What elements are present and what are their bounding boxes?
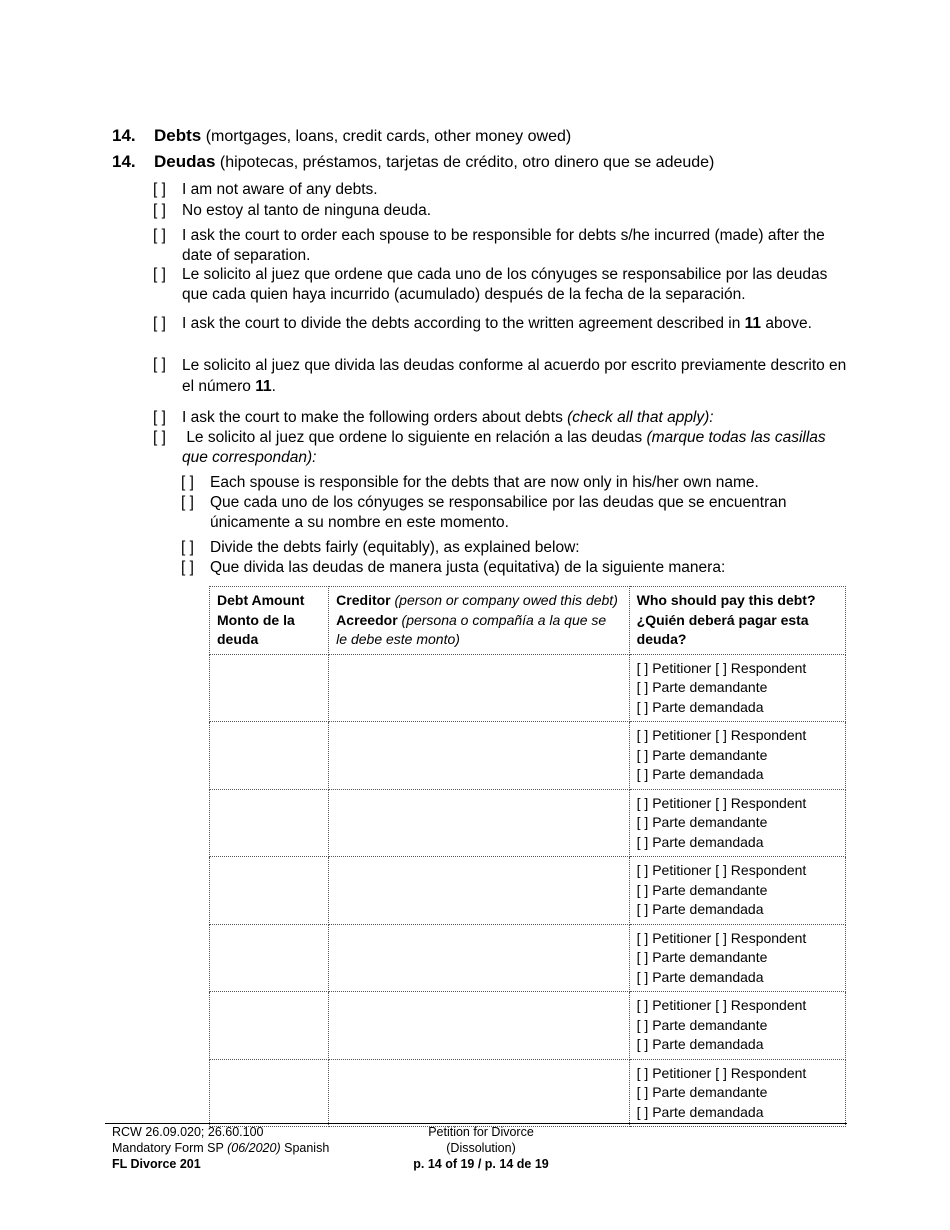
payer-option[interactable]: [ ] Petitioner [ ] Respondent [636,659,807,676]
who-pays-cell[interactable] [629,722,845,790]
who-pays-cell[interactable] [629,924,845,992]
payer-option[interactable]: [ ] Parte demandante [636,881,768,898]
option-text-part: Le solicito al juez que divida las deudas conforme al acuerdo por escrito previamente descrito en el número [182,357,847,395]
checkbox[interactable]: [ ] [153,409,166,426]
option-text: Le solicito al juez que ordene que cada uno de los cónyuges se responsabilice por las deudas que cada quien haya incurrido (acumulado) después de la fecha de la separación. [182,266,828,303]
option-text: Each spouse is responsible for the debts that are now only in his/her own name. [210,474,759,491]
creditor-cell[interactable] [329,789,629,857]
footer-mandatory-date: (06/2020) [227,1141,281,1155]
section-heading-en: Debts [154,126,202,145]
debts-table [209,586,846,1127]
option-text-part: . [271,378,276,395]
section-number: 14. [112,126,136,145]
payer-option[interactable]: [ ] Parte demandada [636,698,764,715]
option-text [182,428,853,467]
payer-option[interactable]: [ ] Parte demandante [636,1084,768,1100]
option-note: (marque todas las casillas que correspondan): [182,429,826,466]
header-line [336,591,621,611]
option-own-name-en [181,473,851,493]
header-debt-amount [210,587,329,655]
option-agreement-es [153,355,853,397]
creditor-cell[interactable] [329,857,629,925]
option-note: (check all that apply): [567,409,714,426]
option-divide-fair-es [181,558,851,578]
option-text [182,314,853,334]
header-note: le debe este monto) [336,631,460,647]
who-pays-cell[interactable] [629,654,845,722]
table-row [210,722,846,790]
header-line: deuda? [636,631,687,647]
debt-amount-cell[interactable] [210,1059,329,1127]
section-number-es: 14. [112,152,136,171]
header-line: ¿Quién deberá pagar esta [636,611,809,628]
footer-mandatory [112,1140,329,1156]
who-pays-cell[interactable] [629,1059,845,1127]
option-text: I ask the court to order each spouse to be responsible for debts s/he incurred (made) after the date of separation. [182,227,825,264]
payer-option[interactable]: [ ] Parte demandante [636,814,768,830]
option-agreement-en [153,314,853,334]
option-not-aware-en [153,180,853,200]
payer-option[interactable]: [ ] Petitioner [ ] Respondent [636,929,807,946]
debt-amount-cell[interactable] [210,789,329,857]
checkbox[interactable]: [ ] [181,539,194,556]
option-text: Que cada uno de los cónyuges se responsabilice por las deudas que se encuentran únicamente a su nombre en este momento. [210,494,787,531]
section-reference: 11 [255,378,272,395]
payer-option[interactable]: [ ] Parte demandada [636,766,764,782]
payer-option[interactable]: [ ] Petitioner [ ] Respondent [636,997,807,1013]
footer-form-id: FL Divorce 201 [112,1157,201,1171]
option-text-part: I ask the court to make the following orders about debts [182,409,563,426]
footer-mandatory-text: Mandatory Form SP [112,1141,224,1155]
debt-amount-cell[interactable] [210,924,329,992]
checkbox[interactable]: [ ] [181,474,194,491]
option-text: Que divida las deudas de manera justa (equitativa) de la siguiente manera: [210,559,726,576]
option-orders-es [153,428,853,467]
payer-option[interactable]: [ ] Parte demandante [636,746,768,763]
payer-option[interactable]: [ ] Petitioner [ ] Respondent [636,862,807,878]
table-row [210,992,846,1060]
option-own-name-es [181,493,851,532]
payer-option[interactable]: [ ] Petitioner [ ] Respondent [636,1064,807,1081]
debt-amount-cell[interactable] [210,992,329,1060]
table-row [210,1059,846,1127]
footer-rcw: RCW 26.09.020; 26.60.100 [112,1125,264,1139]
footer-page-number: p. 14 of 19 / p. 14 de 19 [413,1157,549,1171]
header-line: deuda [217,631,259,647]
checkbox[interactable]: [ ] [153,429,166,446]
header-line: Who should pay this debt? [636,592,816,608]
debt-amount-cell[interactable] [210,722,329,790]
section-subheading-en: (mortgages, loans, credit cards, other money owed) [205,128,572,145]
creditor-cell[interactable] [329,992,629,1060]
section-heading-es: Deudas [154,152,216,171]
creditor-cell[interactable] [329,722,629,790]
option-not-aware-es [153,201,853,221]
option-each-spouse-es [153,265,853,304]
payer-option[interactable]: [ ] Parte demandada [636,1103,764,1120]
header-who-pays [629,587,845,655]
footer-mandatory-lang: Spanish [284,1141,330,1155]
section-title-es [112,152,714,173]
option-text: I am not aware of any debts. [182,181,378,198]
checkbox[interactable]: [ ] [181,494,194,511]
payer-option[interactable]: [ ] Parte demandada [636,901,764,917]
header-label: Acreedor [336,611,398,628]
payer-option[interactable]: [ ] Parte demandada [636,833,764,850]
payer-option[interactable]: [ ] Parte demandada [636,968,764,985]
option-text: No estoy al tanto de ninguna deuda. [182,202,432,219]
payer-option[interactable]: [ ] Petitioner [ ] Respondent [636,794,807,811]
payer-option[interactable]: [ ] Parte demandante [636,949,768,965]
option-text: Divide the debts fairly (equitably), as explained below: [210,539,580,556]
checkbox[interactable]: [ ] [153,356,166,373]
table-row [210,857,846,925]
header-note: (persona o compañía a la que se [401,611,607,628]
header-label: Creditor [336,592,391,608]
header-line: Monto de la [217,611,295,628]
who-pays-cell[interactable] [629,789,845,857]
option-orders-en [153,408,853,428]
option-each-spouse-en [153,226,853,265]
section-title-en [112,126,571,147]
header-creditor [329,587,629,655]
who-pays-cell[interactable] [629,992,845,1060]
payer-option[interactable]: [ ] Parte demandada [636,1036,764,1052]
table-row [210,924,846,992]
payer-option[interactable]: [ ] Parte demandante [636,679,768,695]
debt-amount-cell[interactable] [210,857,329,925]
creditor-cell[interactable] [329,654,629,722]
option-text-part: I ask the court to divide the debts according to the written agreement described in [182,315,741,332]
checkbox[interactable]: [ ] [153,266,166,283]
header-line [336,611,621,631]
option-text [182,355,853,397]
section-reference: 11 [744,315,762,332]
table-header-row [210,587,846,655]
header-note: (person or company owed this debt) [394,592,618,608]
payer-option[interactable]: [ ] Parte demandante [636,1016,768,1033]
option-text [182,408,853,428]
creditor-cell[interactable] [329,924,629,992]
creditor-cell[interactable] [329,1059,629,1127]
footer-title-sub: (Dissolution) [446,1141,516,1155]
who-pays-cell[interactable] [629,857,845,925]
footer-center [381,1124,581,1172]
option-divide-fair-en [181,538,851,558]
table-row [210,789,846,857]
payer-option[interactable]: [ ] Petitioner [ ] Respondent [636,727,807,743]
debt-amount-cell[interactable] [210,654,329,722]
footer-title: Petition for Divorce [428,1125,534,1139]
option-text-part: above. [765,315,812,332]
checkbox[interactable]: [ ] [153,315,166,332]
checkbox[interactable]: [ ] [181,559,194,576]
footer-left [112,1124,329,1172]
header-line: Debt Amount [217,592,305,608]
table-row [210,654,846,722]
checkbox[interactable]: [ ] [153,227,166,244]
checkbox[interactable]: [ ] [153,181,166,198]
option-text-part: Le solicito al juez que ordene lo siguiente en relación a las deudas [186,429,643,446]
checkbox[interactable]: [ ] [153,202,166,219]
section-subheading-es: (hipotecas, préstamos, tarjetas de crédito, otro dinero que se adeude) [219,154,715,171]
